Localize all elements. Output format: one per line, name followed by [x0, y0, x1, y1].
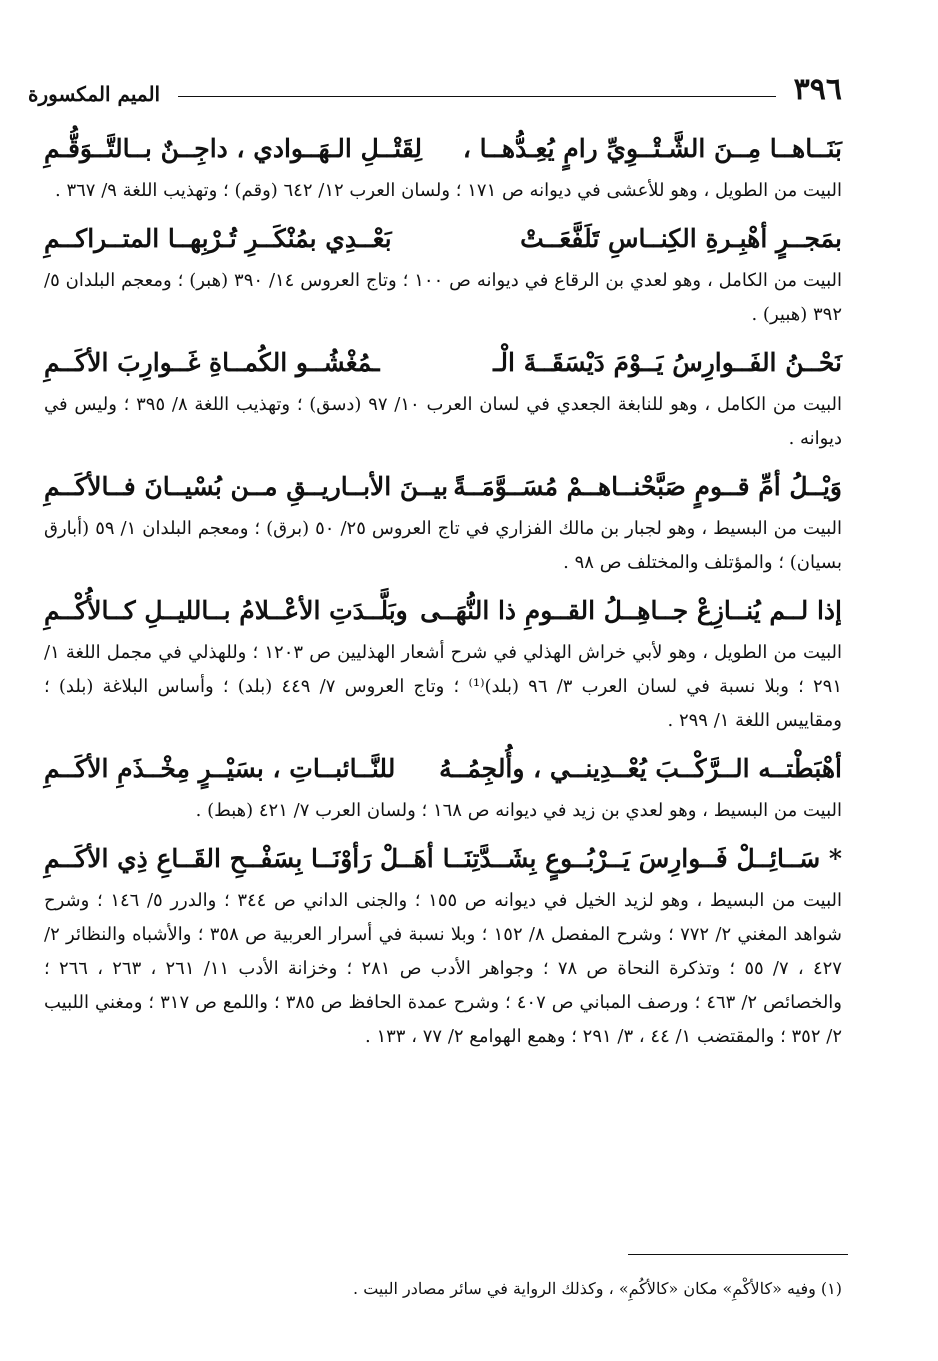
verse-source-note: البيت من البسيط ، وهو لعدي بن زيد في ديوانه ص ١٦٨ ؛ ولسان العرب ٧/ ٤٢١ (هبط) .	[195, 800, 842, 821]
verse-entry	[44, 126, 842, 208]
page-number: ٣٩٦	[793, 72, 842, 107]
verse-source-note: البيت من البسيط ، وهو لجبار بن مالك الفزاري في تاج العروس ٢٥/ ٥٠ (برق) ؛ ومعجم البلدان ١/ ٥٩ (أبارق بسيان) ؛ والمؤتلف والمختلف ص ٩٨ .	[44, 518, 843, 573]
verse-first-hemistich: بمَجــرٍ أهْبِـرةِ الكِنــاسِ تَلَفَّعَــتْ	[520, 224, 842, 253]
verse-first-hemistich: * سَــائِــلْ فَــوارِسَ يَــرْبُــوعٍ بِشَــدَّتِنَــا	[442, 844, 842, 873]
verse-entry	[44, 340, 842, 456]
verse-first-hemistich: بَنَــاهــا مِــنَ الشَّـتْــوِيِّ رامٍ يُعِـدُّهــا ،	[462, 134, 842, 163]
verse-line	[44, 340, 842, 386]
verse-first-hemistich: إذا لــم يُنــازِعْ جــاهِــلُ القــومِ ذا النُّهَــى	[420, 596, 842, 625]
verse-second-hemistich: أهَــلْ رَأوْنَــا بِسَفْــحِ القَــاعِ ذِي الأكَــمِ	[44, 844, 434, 873]
verse-entry	[44, 216, 842, 332]
verse-second-hemistich: لِقَتْــلِ الـهَــوادي ، داجِــنٌ بــالتَّــوَقُّـمِ	[44, 134, 422, 163]
header-rule	[178, 96, 776, 97]
verse-line	[44, 216, 842, 262]
verse-second-hemistich: للنَّــائبــاتِ ، بسَيْــرٍ مِخْــذَمِ الأكَــمِ	[44, 754, 396, 783]
verse-first-hemistich: نَحْــنُ الفَــوارِسُ يَــوْمَ دَيْسَقَــةَ الْـ	[493, 348, 842, 377]
footnote-rule	[628, 1254, 848, 1255]
verse-source-note: البيت من الكامل ، وهو لعدي بن الرقاع في ديوانه ص ١٠٠ ؛ وتاج العروس ١٤/ ٣٩٠ (هبر) ؛ ومعجم البلدان ٥/ ٣٩٢ (هبير) .	[44, 270, 842, 325]
verse-second-hemistich: بَعْــدِي بمُنْكَــرِ تُـرْبِهــا المتــراكــمِ	[44, 224, 392, 253]
verse-entry	[44, 588, 842, 738]
verse-source-note: البيت من البسيط ، وهو لزيد الخيل في ديوانه ص ١٥٥ ؛ والجنى الداني ص ٣٤٤ ؛ والدرر ٥/ ١٤٦ ؛ وشرح شواهد المغني ٢/ ٧٧٢ ؛ وشرح المفصل ٨/ ١٥٢ ؛ وبلا نسبة في أسرار العربية ص ٣٥٨ ؛ والأشباه والنظائر ٢/ ٤٢٧ ، ٧/ ٥٥ ؛ وتذكرة النحاة ص ٧٨ ؛ وجواهر الأدب ص ٢٨١ ؛ وخزانة الأدب ١١/ ٢٦١ ، ٢٦٣ ، ٢٦٦ ؛ والخصائص ٢/ ٤٦٣ ؛ ورصف المباني ص ٤٠٧ ؛ وشرح عمدة الحافظ ص ٣٨٥ ؛ واللمع ص ٣١٧ ؛ ومغني اللبيب ٢/ ٣٥٢ ؛ والمقتضب ١/ ٤٤ ، ٣/ ٢٩١ ؛ وهمع الهوامع ٢/ ٧٧ ، ١٣٣ .	[44, 890, 843, 1047]
verse-entry	[44, 746, 842, 828]
verse-entry	[44, 836, 842, 1054]
verse-source-note: البيت من الطويل ، وهو للأعشى في ديوانه ص ١٧١ ؛ ولسان العرب ١٢/ ٦٤٢ (وقم) ؛ وتهذيب اللغة ٩/ ٣٦٧ .	[55, 180, 842, 201]
verse-second-hemistich: بيــنَ الأبــاريــقِ مــن بُسْيــانَ فــالأكَــمِ	[44, 472, 449, 501]
running-title: الميم المكسورة	[28, 82, 161, 106]
verse-line	[44, 588, 842, 634]
verse-source-note: البيت من الكامل ، وهو للنابغة الجعدي في لسان العرب ١٠/ ٩٧ (دسق) ؛ وتهذيب اللغة ٨/ ٣٩٥ ؛ وليس في ديوانه .	[44, 394, 842, 449]
verse-line	[44, 464, 842, 510]
verse-first-hemistich: وَيْــلُ أمِّ قــومٍ صَبَّحْنــاهــمْ مُسَــوَّمَــةً	[453, 472, 842, 501]
verse-first-hemistich: أهْبَطْتــه الــرَّكْــبَ يُعْــدِينــي ، وأُلجِمُــهُ	[439, 754, 842, 783]
verse-entries	[44, 126, 842, 1062]
page-header	[28, 70, 842, 110]
verse-second-hemistich: ـمُغْشُــو الكُمــاةِ غَــوارِبَ الأكَــمِ	[44, 348, 380, 377]
verse-line	[44, 746, 842, 792]
verse-source-note: البيت من الطويل ، وهو لأبي خراش الهذلي في شرح أشعار الهذليين ص ١٢٠٣ ؛ وللهذلي في مجمل اللغة ١/ ٢٩١ ؛ وبلا نسبة في لسان العرب ٣/ ٩٦ (بلد)⁽¹⁾ ؛ وتاج العروس ٧/ ٤٤٩ (بلد) ؛ وأساس البلاغة (بلد) ؛ ومقاييس اللغة ١/ ٢٩٩ .	[44, 642, 842, 731]
verse-entry	[44, 464, 842, 580]
verse-second-hemistich: وبَلَّــدَتِ الأعْــلامُ بــالليــلِ كــالأُكْــمِ	[44, 596, 408, 625]
verse-line	[44, 126, 842, 172]
verse-line	[44, 836, 842, 882]
footnote: (١) وفيه «كالأكْمِ» مكان «كالأكُمِ» ، وكذلك الرواية في سائر مصادر البيت .	[353, 1279, 842, 1298]
